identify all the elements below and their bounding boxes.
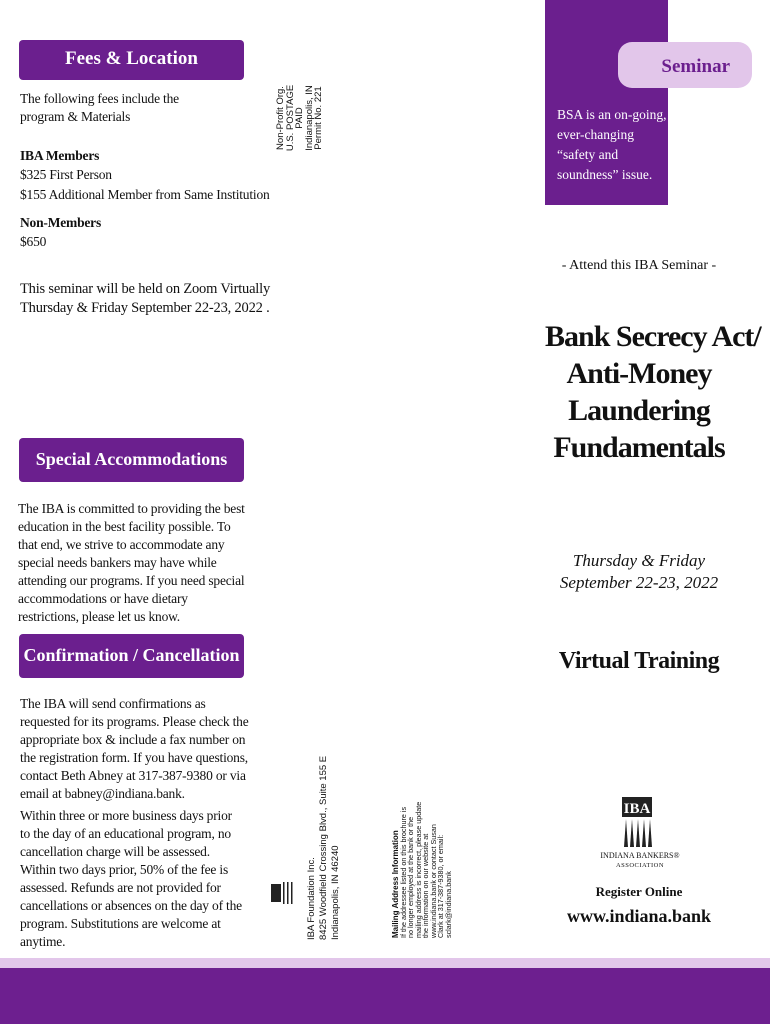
seminar-tab [618, 42, 752, 88]
mailing-info-line-3: mailing address is incorrect, please update [413, 801, 423, 938]
mailing-info-line-7: sclark@indiana.bank [443, 871, 453, 938]
fees-location-header [19, 40, 244, 80]
nonmembers-label: Non-Members [20, 215, 102, 230]
mailing-info-line-1: If the addressee listed on this brochure is [398, 806, 408, 938]
members-label: IBA Members [20, 148, 100, 163]
confirmation-cancellation-header [19, 634, 244, 678]
fees-intro: The following fees include the program & Materials [20, 91, 179, 124]
seminar-date-line-1: Thursday & Friday [572, 551, 706, 570]
postage-indicia [276, 68, 324, 168]
location-line-2: Thursday & Friday September 22-23, 2022 . [20, 300, 270, 316]
nonmember-fee: $650 [20, 234, 47, 249]
postage-line-2: U.S. POSTAGE [284, 84, 296, 152]
return-address-line-1: IBA Foundation Inc. [306, 857, 317, 940]
fees-location-title: Fees & Location [65, 48, 198, 69]
register-online-label: Register Online [595, 884, 683, 899]
mailing-info-line-4: the information on our website at [421, 833, 430, 938]
website-link[interactable]: www.indiana.bank [566, 906, 712, 926]
footer-purple-band [0, 968, 770, 1024]
mailing-info-line-6: Clark at 317-387-9380, or email: [436, 834, 445, 938]
return-address [306, 756, 342, 940]
seminar-tagline: BSA is an on-going, ever-changing “safety and soundness” issue. [557, 107, 667, 182]
virtual-training-label: Virtual Training [558, 648, 720, 674]
iba-small-logo-icon [270, 880, 294, 906]
special-accommodations-title: Special Accommodations [35, 449, 228, 469]
iba-logo-icon [598, 795, 682, 851]
member-fee-first: $325 First Person [20, 167, 112, 182]
postage-line-3: PAID [294, 107, 305, 129]
mailing-address-info [392, 802, 452, 938]
seminar-dates [545, 550, 733, 594]
return-address-line-3: Indianapolis, IN 46240 [330, 845, 341, 940]
attend-seminar-text: - Attend this IBA Seminar - [561, 258, 717, 273]
seminar-title-line-1: Bank Secrecy Act/ [545, 320, 761, 353]
special-accommodations-header [19, 438, 244, 482]
member-fee-additional: $155 Additional Member from Same Institution [20, 187, 270, 202]
return-address-line-2: 8425 Woodfield Crossing Blvd., Suite 155 E [318, 755, 329, 940]
postage-line-5: Permit No. 221 [313, 86, 324, 150]
cancellation-text: Within three or more business days prior to the day of an educational program, no cancellation charge will be assessed. Within two days prior, 50% of the fee is assessed. Refunds are not provided for cancellations or absences on the day of the program. Substitutions are welcome at anytime. [20, 808, 242, 949]
footer-lavender-stripe [0, 958, 770, 968]
iba-logo-name: INDIANA BANKERS® [600, 851, 680, 860]
postage-line-1: Non-Profit Org. [275, 86, 286, 150]
iba-logo-letters: IBA [623, 801, 651, 817]
seminar-title [545, 318, 761, 466]
mailing-info-line-2: no longer employed at the bank or the [406, 816, 415, 938]
accommodations-text: The IBA is committed to providing the best education in the best facility possible. To that end, we strive to accommodate any special needs bankers may have while attending our programs. If you need special accommodations or have dietary restrictions, please let us know. [18, 501, 245, 624]
seminar-title-line-2: Anti-Money [566, 357, 712, 390]
mailing-info-title: Mailing Address Information [391, 830, 400, 938]
iba-logo-association: ASSOCIATION [615, 862, 665, 869]
confirmation-text: The IBA will send confirmations as requested for its programs. Please check the appropriate box & include a fax number on the registration form. If you have questions, contact Beth Abney at 317-387-9380 or via email at babney@indiana.bank. [20, 696, 249, 801]
seminar-title-line-3: Laundering [568, 394, 710, 427]
location-line-1: This seminar will be held on Zoom Virtually [20, 281, 271, 297]
seminar-title-line-4: Fundamentals [553, 431, 725, 464]
mailing-info-line-5: www.indiana.bank or contact Susan [428, 824, 438, 938]
postage-line-4: Indianapolis, IN [303, 85, 315, 151]
seminar-tab-label: Seminar [661, 56, 730, 77]
confirmation-cancellation-title: Confirmation / Cancellation [23, 645, 240, 665]
iba-logo [598, 795, 682, 875]
seminar-date-line-2: September 22-23, 2022 [559, 573, 719, 592]
